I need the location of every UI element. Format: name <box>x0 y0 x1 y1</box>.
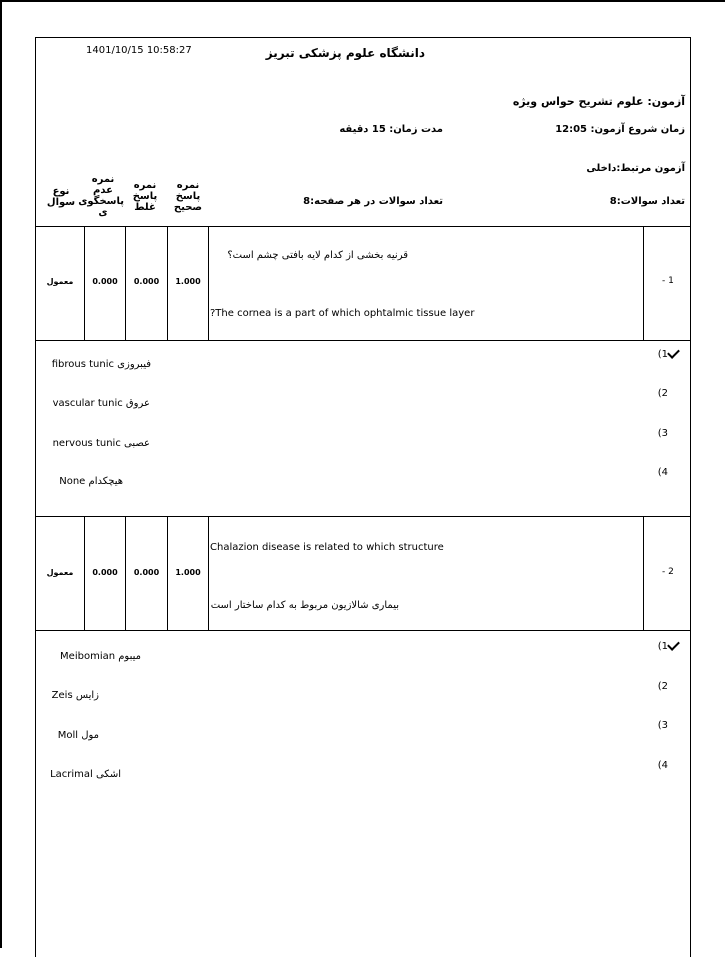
q1-option-2: عروق vascular tunic <box>52 398 150 409</box>
q2-option-1: میبوم Meibomian <box>60 651 141 662</box>
col-question-type: نوع سوال <box>46 186 76 208</box>
q1-no-answer-score: 0.000 <box>92 277 118 286</box>
q1-text-english: ?The cornea is a part of which ophtalmic tissue layer <box>210 308 475 319</box>
q2-text-persian: بیماری شالازیون مربوط به کدام ساختار است <box>210 600 399 611</box>
print-datetime: 1401/10/15 10:58:27 <box>86 45 192 56</box>
q2-number: - 2 <box>662 567 674 577</box>
q2-option-3-number: 3) <box>657 720 668 731</box>
col-no-answer-score: نمره عدم پاسخگوی ی <box>78 174 124 218</box>
q2-option-3: مول Moll <box>57 730 99 741</box>
q2-top-rule <box>35 516 691 517</box>
q1-bottom-rule <box>35 340 691 341</box>
exam-duration: مدت زمان: 15 دقیقه <box>339 124 443 135</box>
exam-name: آزمون: علوم تشریح حواس ویژه <box>512 95 685 108</box>
q1-correct-score: 1.000 <box>175 277 201 286</box>
q2-text-english: Chalazion disease is related to which structure <box>210 542 444 553</box>
q2-option-2-number: 2) <box>657 681 668 692</box>
q2-option-2: زایس Zeis <box>51 690 99 701</box>
q1-top-rule <box>35 226 691 227</box>
q2-option-4: اشکی Lacrimal <box>50 769 121 780</box>
q1-option-2-number: 2) <box>657 388 668 399</box>
page-top-edge <box>0 0 725 2</box>
q1-option-3: عصبی nervous tunic <box>52 438 150 449</box>
q1-number: - 1 <box>662 276 674 286</box>
col-correct-score: نمره پاسخ صحیح <box>173 180 203 213</box>
q2-divider <box>643 516 644 630</box>
page-left-edge <box>0 0 2 948</box>
q2-type: معمول <box>46 568 74 577</box>
q2-option-4-number: 4) <box>657 760 668 771</box>
q2-divider <box>208 516 209 630</box>
q2-correct-score: 1.000 <box>175 568 201 577</box>
related-exam: آزمون مرتبط:داخلی <box>586 163 685 174</box>
q2-option-1-number: 1) <box>657 641 668 652</box>
q1-option-3-number: 3) <box>657 428 668 439</box>
university-title: دانشگاه علوم پزشکی تبریز <box>265 46 425 60</box>
question-count: تعداد سوالات:8 <box>609 196 685 207</box>
q1-option-1: فیبروزی fibrous tunic <box>51 359 151 370</box>
q1-type: معمول <box>46 277 74 286</box>
q1-option-4-number: 4) <box>657 467 668 478</box>
q2-no-answer-score: 0.000 <box>92 568 118 577</box>
col-wrong-score: نمره پاسخ غلط <box>132 180 158 213</box>
q1-option-4: هیچکدام None <box>59 476 123 487</box>
q2-wrong-score: 0.000 <box>133 568 160 577</box>
questions-per-page: تعداد سوالات در هر صفحه:8 <box>303 196 443 207</box>
q1-text-persian: قرنیه بخشی از کدام لایه بافتی چشم است؟ <box>227 250 408 261</box>
exam-frame <box>35 37 691 957</box>
q1-divider <box>208 226 209 340</box>
exam-start-time: زمان شروع آزمون: 12:05 <box>555 124 685 135</box>
q2-bottom-rule <box>35 630 691 631</box>
q1-wrong-score: 0.000 <box>133 277 160 286</box>
q1-option-1-number: 1) <box>657 349 668 360</box>
q1-divider <box>643 226 644 340</box>
